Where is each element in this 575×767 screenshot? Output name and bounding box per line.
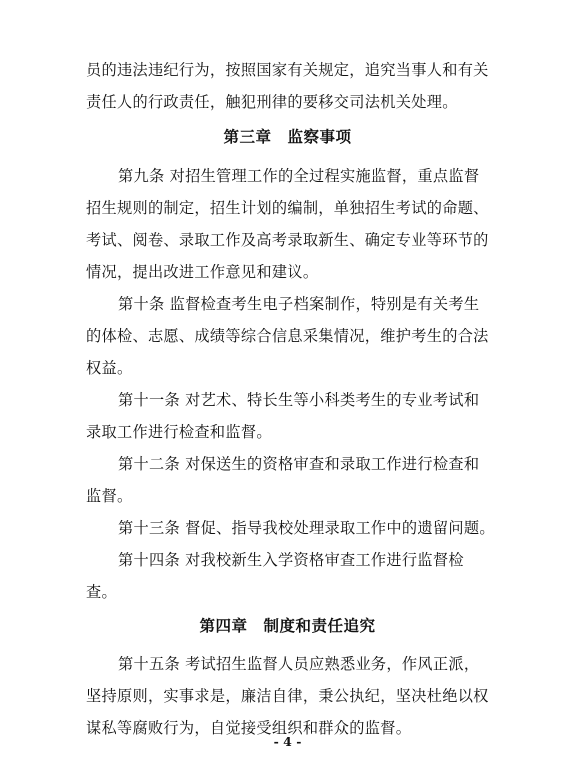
article-10-line: 第十条 监督检查考生电子档案制作，特别是有关考生 — [118, 295, 480, 313]
paragraph-line: 谋私等腐败行为，自觉接受组织和群众的监督。 — [86, 719, 412, 737]
article-12-line: 第十二条 对保送生的资格审查和录取工作进行检查和 — [118, 455, 480, 473]
article-9-line: 第九条 对招生管理工作的全过程实施监督，重点监督 — [118, 167, 480, 185]
paragraph-line: 录取工作进行检查和监督。 — [86, 423, 272, 441]
paragraph-line: 招生规则的制定，招生计划的编制，单独招生考试的命题、 — [86, 199, 489, 217]
paragraph-line: 的体检、志愿、成绩等综合信息采集情况，维护考生的合法 — [86, 327, 489, 345]
page-number: - 4 - — [273, 734, 302, 749]
paragraph-line: 责任人的行政责任，触犯刑律的要移交司法机关处理。 — [86, 93, 458, 111]
article-14-line: 第十四条 对我校新生入学资格审查工作进行监督检 — [118, 551, 464, 569]
paragraph-line: 权益。 — [86, 359, 133, 377]
paragraph-line: 监督。 — [86, 487, 133, 505]
paragraph-line: 查。 — [86, 583, 117, 601]
chapter-4-heading: 第四章 制度和责任追究 — [199, 617, 376, 635]
paragraph-line: 员的违法违纪行为，按照国家有关规定，追究当事人和有关 — [86, 61, 489, 79]
paragraph-line: 情况，提出改进工作意见和建议。 — [86, 263, 319, 281]
paragraph-line: 坚持原则，实事求是，廉洁自律，秉公执纪，坚决杜绝以权 — [86, 687, 489, 705]
article-11-line: 第十一条 对艺术、特长生等小科类考生的专业考试和 — [118, 391, 480, 409]
paragraph-line: 考试、阅卷、录取工作及高考录取新生、确定专业等环节的 — [86, 231, 489, 249]
article-13-line: 第十三条 督促、指导我校处理录取工作中的遗留问题。 — [118, 519, 495, 537]
chapter-3-heading: 第三章 监察事项 — [223, 128, 352, 146]
article-15-line: 第十五条 考试招生监督人员应熟悉业务，作风正派， — [118, 655, 480, 673]
